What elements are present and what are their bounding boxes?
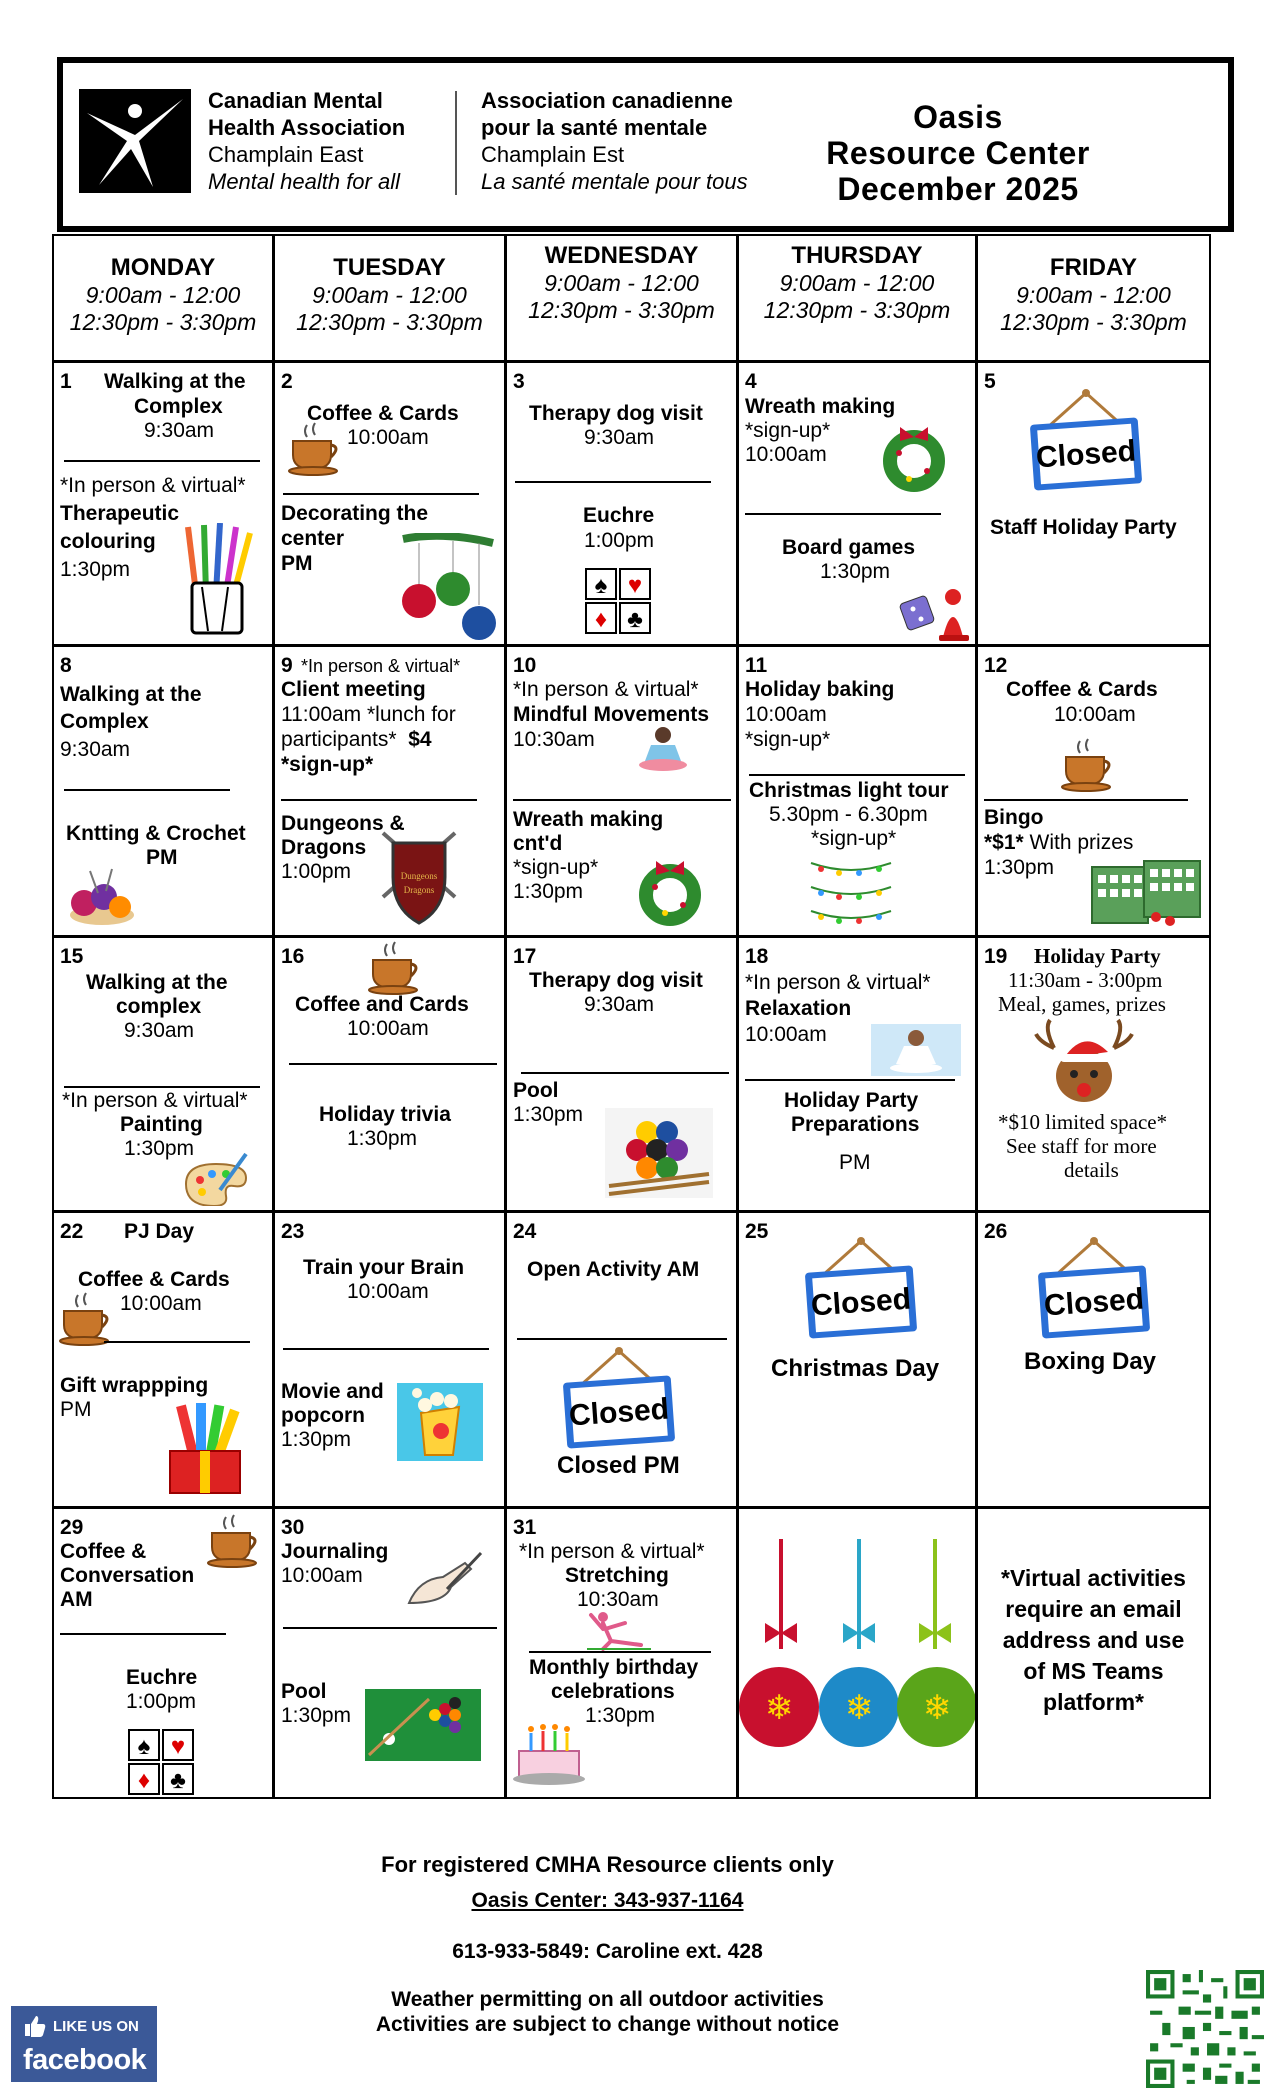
activity-time: 1:00pm (584, 529, 655, 552)
day-cell-25 (737, 1211, 977, 1508)
coffee-cup-icon (367, 940, 423, 996)
title-line-2: Resource Center (826, 135, 1090, 171)
note-line-2: require an email (1005, 1596, 1182, 1622)
bingo-cards-icon (1090, 859, 1202, 927)
activity-title-cont: colouring (60, 530, 156, 553)
day-number: 18 (745, 945, 769, 968)
activity-title-cont: complex (116, 995, 202, 1018)
day-number: 8 (60, 654, 72, 677)
activity-title: Movie and (281, 1380, 384, 1403)
org-fr-line-2: pour la santé mentale (481, 115, 708, 140)
activity-note-text: With prizes (1023, 831, 1134, 854)
activity-title: Therapeutic (60, 502, 180, 525)
day-number: 25 (745, 1220, 769, 1243)
footer-oasis-phone[interactable]: Oasis Center: 343-937-1164 (471, 1889, 744, 1912)
activity-time: 10:00am (745, 443, 827, 466)
activity-title: Dungeons & (281, 812, 405, 835)
activity-title-cont: cnt'd (513, 832, 563, 855)
activity-title: Pool (281, 1680, 327, 1703)
title-line-1: Oasis (913, 99, 1003, 135)
playing-card-suits-icon (585, 568, 653, 634)
activity-price: *$10 limited space* (998, 1110, 1168, 1134)
note-line-5: platform* (1043, 1689, 1144, 1715)
day-cell-15 (52, 936, 274, 1212)
note-line-3: address and use (1002, 1627, 1185, 1653)
activity-time: 1:30pm (281, 1428, 352, 1451)
activity-time: 10:30am (577, 1588, 659, 1611)
day-name: MONDAY (110, 254, 216, 281)
day-number: 4 (745, 370, 757, 393)
svg-text:♦: ♦ (594, 606, 608, 633)
day-hours-am: 9:00am - 12:00 (85, 282, 241, 308)
gift-wrap-icon (162, 1403, 248, 1495)
ornaments-cell (737, 1507, 977, 1799)
holiday-name: Boxing Day (1024, 1348, 1157, 1375)
activity-title-cont: Complex (60, 710, 149, 733)
colored-pencils-icon (184, 523, 254, 638)
day-number: 12 (984, 654, 1008, 677)
activity-note: See staff for more (1006, 1134, 1157, 1158)
divider (513, 799, 731, 801)
activity-time: 9:30am (60, 738, 131, 761)
meditation-icon (633, 723, 693, 773)
day-cell-4 (737, 361, 977, 646)
activity-title: Journaling (281, 1540, 389, 1563)
activity-title: Bingo (984, 806, 1044, 829)
divider (283, 1348, 489, 1350)
day-hours-am: 9:00am - 12:00 (544, 270, 699, 296)
reindeer-santa-hat-icon (1034, 1018, 1134, 1108)
closed-sign-label: Closed (1034, 434, 1138, 475)
activity-time: 1:00pm (126, 1690, 197, 1713)
paint-palette-icon (180, 1150, 250, 1206)
org-en-line-3: Champlain East (208, 142, 364, 167)
activity-time: 10:00am (1054, 703, 1136, 726)
note-line-4: of MS Teams (1023, 1658, 1164, 1684)
activity-title: Staff Holiday Party (990, 516, 1177, 539)
activity-title: Coffee and Cards (295, 993, 469, 1016)
day-cell-17 (505, 936, 738, 1212)
day-cell-23 (273, 1211, 506, 1508)
activity-mode: *In person & virtual* (60, 474, 246, 497)
activity-title: Holiday Party (1034, 944, 1161, 968)
svg-text:♠: ♠ (137, 1733, 151, 1760)
activity-mode: *In person & virtual* (301, 656, 461, 676)
calendar-grid (53, 235, 1213, 1800)
activity-title: Coffee & Cards (307, 402, 459, 425)
day-header-thursday (737, 234, 977, 362)
activity-title-cont: celebrations (551, 1680, 675, 1703)
divider (749, 774, 965, 776)
day-number: 15 (60, 945, 84, 968)
day-hours-am: 9:00am - 12:00 (1016, 282, 1171, 308)
cmha-figure-icon (79, 89, 191, 193)
activity-mode: *In person & virtual* (513, 678, 699, 701)
day-cell-5 (976, 361, 1211, 646)
activity-time: 9:30am (584, 993, 655, 1016)
activity-time: 1:30pm (585, 1704, 656, 1727)
day-cell-12 (976, 645, 1211, 937)
note-line-1: *Virtual activities (1001, 1565, 1186, 1591)
divider (64, 789, 230, 791)
christmas-ornaments-icon (393, 533, 503, 645)
day-header-monday (52, 234, 274, 362)
activity-title: Coffee & Cards (78, 1268, 230, 1291)
closed-sign-label: Closed (567, 1392, 671, 1433)
activity-price: *$1* (984, 831, 1024, 854)
activity-mode: *In person & virtual* (519, 1540, 705, 1563)
org-name-french (481, 87, 748, 195)
activity-time: 1:30pm (347, 1127, 418, 1150)
svg-text:❄: ❄ (764, 1689, 794, 1727)
activity-signup: *sign-up* (745, 728, 831, 751)
day-cell-24 (505, 1211, 738, 1508)
day-number: 9 (281, 654, 293, 677)
activity-time: 10:30am (513, 728, 595, 751)
facebook-wordmark: facebook (23, 2044, 147, 2076)
day-cell-1 (52, 361, 274, 646)
activity-title: Christmas light tour (749, 779, 949, 802)
day-hours-pm: 12:30pm - 3:30pm (296, 309, 483, 335)
wreath-icon (879, 423, 949, 493)
closed-sign-icon (559, 1345, 679, 1449)
day-number: 24 (513, 1220, 537, 1243)
activity-title: Holiday Party (784, 1089, 919, 1112)
activity-time: 1:30pm (513, 880, 584, 903)
divider (745, 513, 941, 515)
activity-title: Open Activity AM (527, 1258, 700, 1281)
activity-time: PM (60, 1398, 92, 1421)
day-hours-pm: 12:30pm - 3:30pm (528, 297, 715, 323)
day-name: TUESDAY (333, 254, 446, 281)
activity-time: 10:00am (745, 703, 827, 726)
day-name: WEDNESDAY (544, 242, 699, 269)
activity-title: Coffee & (60, 1540, 147, 1563)
divider (515, 481, 711, 483)
day-cell-9 (273, 645, 506, 937)
activity-title: Wreath making (745, 395, 896, 418)
activity-title: Walking at the (60, 683, 202, 706)
activity-title: Walking at the (104, 370, 246, 393)
divider (64, 460, 260, 462)
activity-time: AM (60, 1588, 93, 1611)
divider (521, 1072, 729, 1074)
day-hours-pm: 12:30pm - 3:30pm (1000, 309, 1187, 335)
activity-mode: *In person & virtual* (62, 1089, 248, 1112)
board-game-pieces-icon (899, 585, 973, 643)
activity-time: 11:30am - 3:00pm (1008, 968, 1163, 992)
day-number: 5 (984, 370, 996, 393)
activity-time: 10:00am (281, 1564, 363, 1587)
svg-text:♣: ♣ (170, 1767, 186, 1794)
divider (289, 1063, 497, 1065)
svg-text:Dragons: Dragons (403, 885, 435, 895)
day-hours-am: 9:00am - 12:00 (312, 282, 467, 308)
activity-title: Therapy dog visit (529, 969, 703, 992)
org-en-line-1: Canadian Mental (208, 88, 383, 113)
day-number: 11 (745, 654, 768, 677)
day-cell-16 (273, 936, 506, 1212)
day-cell-29 (52, 1507, 274, 1799)
footer-clients-only: For registered CMHA Resource clients only (381, 1852, 834, 1877)
activity-title-cont: Preparations (791, 1113, 920, 1136)
day-number: 26 (984, 1220, 1008, 1243)
activity-time: PM (281, 552, 313, 575)
activity-title: Board games (782, 536, 916, 559)
day-header-tuesday (273, 234, 506, 362)
thumbs-up-icon (23, 2014, 47, 2038)
day-hours-am: 9:00am - 12:00 (779, 270, 935, 296)
divider (984, 799, 1188, 801)
activity-title: Monthly birthday (529, 1656, 699, 1679)
day-header-friday (976, 234, 1211, 362)
activity-title: Euchre (583, 504, 655, 527)
day-name: FRIDAY (1049, 254, 1138, 281)
activity-title-cont: Complex (134, 395, 223, 418)
org-en-line-2: Health Association (208, 115, 406, 140)
svg-text:♠: ♠ (594, 572, 608, 599)
activity-time: 1:30pm (513, 1103, 584, 1126)
pool-table-icon (365, 1689, 481, 1761)
day-number: 29 (60, 1516, 84, 1539)
activity-title: Wreath making (513, 808, 664, 831)
yarn-balls-icon (66, 867, 138, 929)
header-divider (455, 91, 457, 195)
activity-title: Holiday baking (745, 678, 895, 701)
title-line-3: December 2025 (837, 171, 1079, 207)
activity-mode: *In person & virtual* (745, 971, 931, 994)
activity-note: Meal, games, prizes (998, 992, 1166, 1016)
cmha-logo (79, 89, 191, 193)
activity-signup: *sign-up* (513, 856, 599, 879)
day-number: 30 (281, 1516, 305, 1539)
activity-time: 1:30pm (124, 1137, 195, 1160)
day-number: 22 (60, 1220, 84, 1243)
activity-time: 1:30pm (820, 560, 891, 583)
activity-title-cont: Dragons (281, 836, 367, 859)
holiday-name: Christmas Day (771, 1355, 940, 1382)
activity-title: Euchre (126, 1666, 198, 1689)
day-cell-2 (273, 361, 506, 646)
coffee-cup-icon (206, 1513, 262, 1569)
footer-caroline-phone: 613-933-5849: Caroline ext. 428 (452, 1940, 763, 1963)
activity-time: 10:00am (347, 1017, 429, 1040)
day-number: 10 (513, 654, 537, 677)
activity-title-cont: popcorn (281, 1404, 365, 1427)
day-cell-19 (976, 936, 1211, 1212)
day-number: 31 (513, 1516, 537, 1539)
day-cell-8 (52, 645, 274, 937)
divider (283, 1627, 497, 1629)
org-name-english (208, 87, 405, 195)
closed-sign-icon (1034, 1235, 1154, 1339)
day-number: 16 (281, 945, 305, 968)
day-cell-18 (737, 936, 977, 1212)
activity-time: 10:00am (120, 1292, 202, 1315)
page-title (808, 99, 1108, 207)
closed-sign-icon (801, 1235, 921, 1339)
org-fr-line-1: Association canadienne (481, 88, 733, 113)
day-number: 17 (513, 945, 537, 968)
facebook-like-text: LIKE US ON (53, 2018, 139, 2035)
day-name: THURSDAY (791, 242, 923, 269)
stretching-figure-icon (587, 1609, 651, 1651)
day-header-wednesday (505, 234, 738, 362)
activity-title-cont: center (281, 527, 345, 550)
svg-text:♦: ♦ (137, 1767, 151, 1794)
activity-time: 10:00am (745, 1023, 827, 1046)
activity-title: Mindful Movements (513, 703, 710, 726)
activity-title-cont: Conversation (60, 1564, 195, 1587)
day-cell-3 (505, 361, 738, 646)
activity-time: 10:00am (347, 426, 429, 449)
day-cell-10 (505, 645, 738, 937)
activity-time: 9:30am (584, 426, 655, 449)
coffee-cup-icon (1060, 737, 1116, 793)
day-cell-22 (52, 1211, 274, 1508)
activity-note-cont: details (1064, 1158, 1119, 1182)
svg-text:♣: ♣ (627, 606, 643, 633)
facebook-badge[interactable] (11, 2006, 157, 2082)
activity-theme: PJ Day (124, 1220, 195, 1243)
journaling-hand-icon (403, 1549, 483, 1611)
activity-time: PM (839, 1151, 871, 1174)
activity-title: Relaxation (745, 997, 852, 1020)
day-number: 23 (281, 1220, 305, 1243)
activity-time: 10:00am (347, 1280, 429, 1303)
activity-note-text: participants* (281, 728, 397, 751)
coffee-cup-icon (287, 421, 343, 477)
divider (529, 1651, 711, 1653)
coffee-cup-icon (58, 1291, 114, 1347)
divider (745, 1079, 955, 1081)
activity-time: 5.30pm - 6.30pm (769, 803, 928, 826)
svg-text:♥: ♥ (627, 572, 643, 599)
activity-title: Therapy dog visit (529, 402, 703, 425)
popcorn-icon (397, 1383, 483, 1461)
svg-text:♥: ♥ (170, 1733, 186, 1760)
activity-title: Client meeting (281, 678, 426, 701)
activity-time: 1:30pm (984, 856, 1055, 879)
activity-title: Painting (120, 1113, 203, 1136)
activity-note (281, 727, 432, 752)
dragon-shield-icon (379, 827, 459, 927)
activity-title: Decorating the (281, 502, 429, 525)
svg-text:❄: ❄ (922, 1689, 952, 1727)
hanging-ornaments-icon (739, 1539, 977, 1779)
day-number: 2 (281, 370, 293, 393)
activity-status: Closed PM (557, 1452, 680, 1479)
day-number: 3 (513, 370, 525, 393)
closed-sign-label: Closed (1042, 1282, 1146, 1323)
birthday-cake-icon (511, 1721, 587, 1787)
activity-price: $4 (408, 728, 432, 751)
org-fr-line-3: Champlain Est (481, 142, 625, 167)
activity-time: PM (146, 846, 178, 869)
activity-title: Walking at the (86, 971, 228, 994)
activity-time: 1:00pm (281, 860, 352, 883)
footer-weather-note: Weather permitting on all outdoor activities (391, 1988, 824, 2011)
activity-title: Coffee & Cards (1006, 678, 1158, 701)
relaxation-icon (871, 1024, 961, 1076)
virtual-activities-note (976, 1507, 1211, 1799)
activity-title: Gift wrappping (60, 1374, 209, 1397)
day-number: 1 (60, 370, 72, 393)
day-cell-11 (737, 645, 977, 937)
activity-title: Kntting & Crochet (66, 822, 246, 845)
day-number: 19 (984, 945, 1008, 968)
org-en-tagline: Mental health for all (208, 169, 400, 194)
activity-time: 11:00am *lunch for (281, 703, 456, 726)
day-cell-31 (505, 1507, 738, 1799)
activity-title: Stretching (565, 1564, 669, 1587)
closed-sign-label: Closed (809, 1282, 913, 1323)
divider (60, 1633, 226, 1635)
christmas-lights-icon (809, 853, 893, 925)
activity-signup: *sign-up* (745, 419, 831, 442)
day-cell-30 (273, 1507, 506, 1799)
activity-time: 9:30am (144, 419, 215, 442)
wreath-icon (635, 857, 705, 927)
qr-code-icon[interactable] (1146, 1970, 1264, 2088)
divider (281, 799, 477, 801)
activity-title: Train your Brain (303, 1256, 465, 1279)
calendar-header (57, 57, 1234, 232)
playing-card-suits-icon (128, 1729, 196, 1795)
footer-change-note: Activities are subject to change without notice (375, 2013, 840, 2036)
activity-time: 1:30pm (60, 558, 131, 581)
activity-signup: *sign-up* (811, 827, 897, 850)
activity-note (984, 830, 1133, 855)
billiard-balls-icon (605, 1108, 713, 1198)
org-fr-tagline: La santé mentale pour tous (481, 169, 748, 194)
closed-sign-icon (1026, 387, 1146, 491)
activity-time: 9:30am (124, 1019, 195, 1042)
divider (283, 493, 479, 495)
activity-title: Holiday trivia (319, 1103, 451, 1126)
day-hours-pm: 12:30pm - 3:30pm (763, 297, 951, 323)
day-cell-26 (976, 1211, 1211, 1508)
day-hours-pm: 12:30pm - 3:30pm (69, 309, 257, 335)
svg-text:Dungeons: Dungeons (400, 871, 438, 881)
divider (517, 1338, 727, 1340)
activity-title: Pool (513, 1079, 559, 1102)
divider (104, 1341, 250, 1343)
activity-signup: *sign-up* (281, 753, 374, 776)
activity-time: 1:30pm (281, 1704, 352, 1727)
svg-text:❄: ❄ (844, 1689, 874, 1727)
